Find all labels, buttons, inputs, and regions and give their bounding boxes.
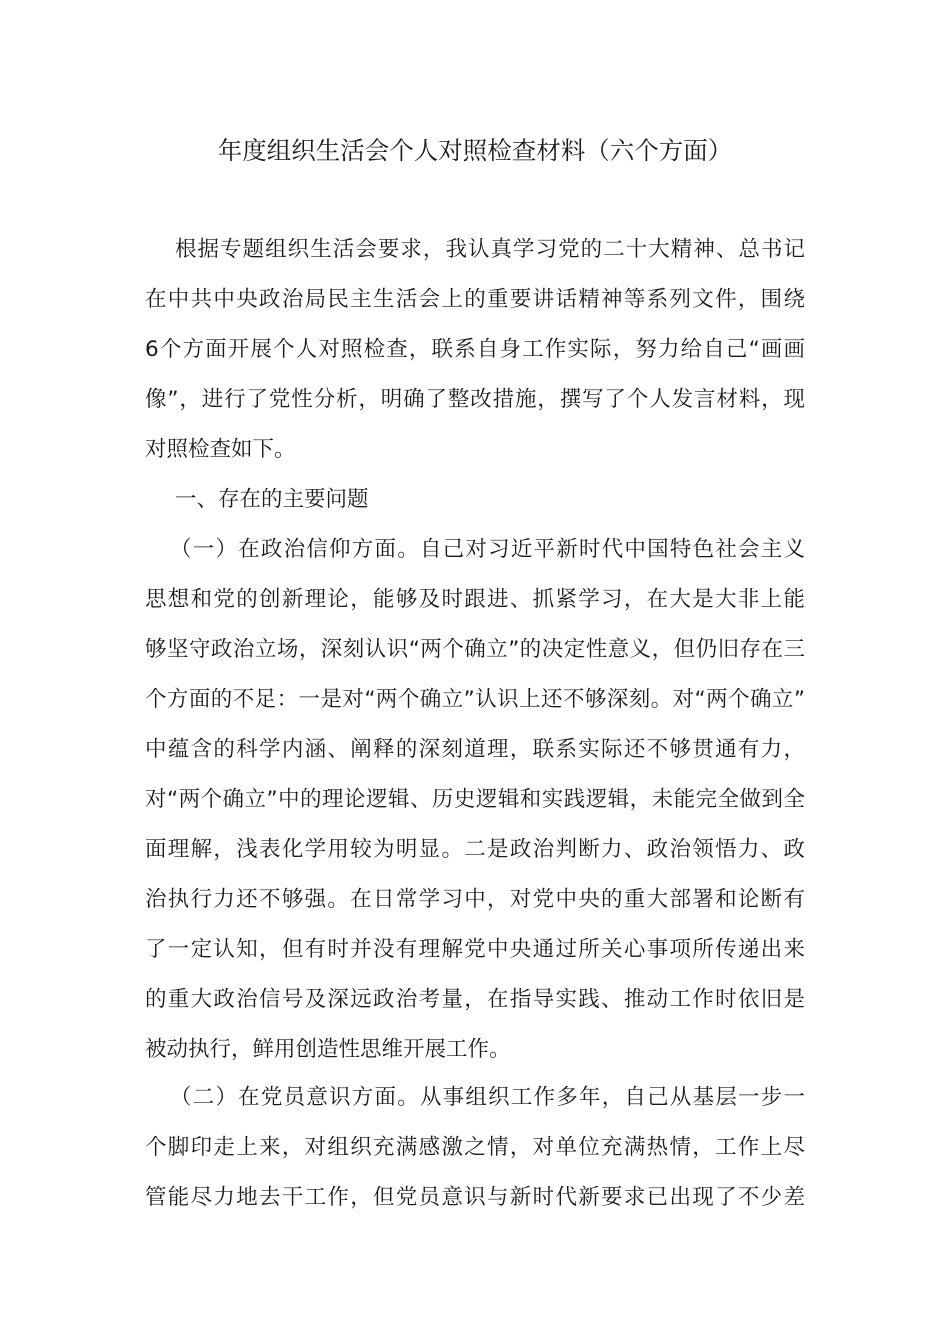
- text-line: 管能尽力地去干工作，但党员意识与新时代新要求已出现了不少差: [145, 1185, 805, 1210]
- text-line: 根据专题组织生活会要求，我认真学习党的二十大精神、总书记: [175, 237, 805, 262]
- text-line: 在中共中央政治局民主生活会上的重要讲话精神等系列文件，围绕: [145, 287, 805, 312]
- text-line: 的重大政治信号及深远政治考量，在指导实践、推动工作时依旧是: [145, 987, 805, 1012]
- text-line: 够坚守政治立场，深刻认识“两个确立”的决定性意义，但仍旧存在三: [145, 637, 805, 662]
- text-line: 个脚印走上来，对组织充满感激之情，对单位充满热情，工作上尽: [145, 1135, 805, 1160]
- text-line: 中蕴含的科学内涵、阐释的深刻道理，联系实际还不够贯通有力，: [145, 737, 805, 762]
- text-line: 治执行力还不够强。在日常学习中，对党中央的重大部署和论断有: [145, 887, 805, 912]
- text-line: （二）在党员意识方面。从事组织工作多年，自己从基层一步一: [170, 1085, 805, 1110]
- document-title: 年度组织生活会个人对照检查材料（六个方面）: [217, 136, 733, 165]
- text-line: 对照检查如下。: [145, 437, 296, 462]
- text-line: 像”，进行了党性分析，明确了整改措施，撰写了个人发言材料，现: [145, 387, 805, 412]
- text-line: 对“两个确立”中的理论逻辑、历史逻辑和实践逻辑，未能完全做到全: [145, 787, 805, 812]
- text-line: 思想和党的创新理论，能够及时跟进、抓紧学习，在大是大非上能: [145, 587, 805, 612]
- text-line: 被动执行，鲜用创造性思维开展工作。: [145, 1037, 511, 1062]
- text-line: 6个方面开展个人对照检查，联系自身工作实际，努力给自己“画画: [145, 337, 805, 362]
- text-line: 个方面的不足：一是对“两个确立”认识上还不够深刻。对“两个确立”: [145, 687, 805, 712]
- text-line: （一）在政治信仰方面。自己对习近平新时代中国特色社会主义: [170, 537, 805, 562]
- text-line: 面理解，浅表化学用较为明显。二是政治判断力、政治领悟力、政: [145, 837, 805, 862]
- text-line: 一、存在的主要问题: [175, 487, 369, 512]
- text-line: 了一定认知，但有时并没有理解党中央通过所关心事项所传递出来: [145, 937, 805, 962]
